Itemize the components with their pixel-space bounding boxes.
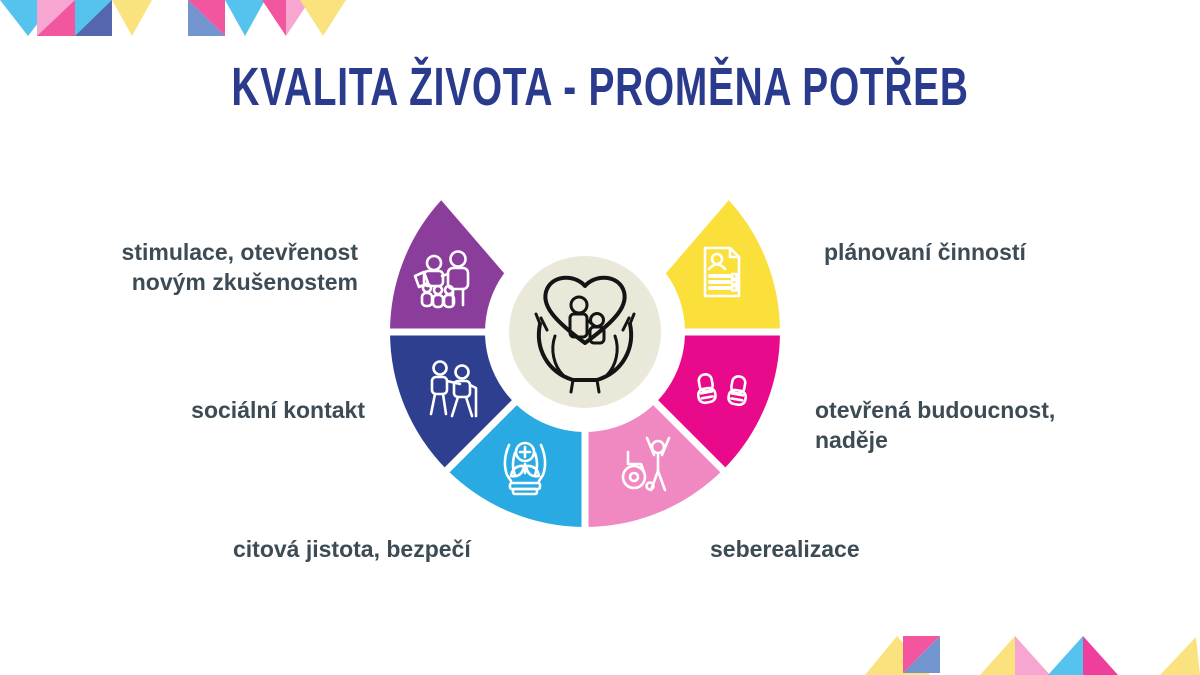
decorative-triangles-bottom-right [860, 633, 1200, 675]
page-title: KVALITA ŽIVOTA - PROMĚNA POTŘEB [231, 57, 969, 117]
label-planovani: plánovaní činností [824, 239, 1026, 265]
label-seberealizace: seberealizace [710, 536, 860, 562]
label-socialni-kontakt: sociální kontakt [191, 397, 365, 423]
label-otevrena-budoucnost: otevřená budoucnost, naděje [815, 397, 1056, 453]
needs-diagram [385, 132, 785, 532]
label-stimulace: stimulace, otevřenost novým zkušenostem [121, 239, 358, 295]
label-citova-jistota: citová jistota, bezpečí [233, 536, 471, 562]
segment-stimulace [390, 200, 504, 332]
center-circle [509, 256, 661, 408]
decorative-triangles-top-left [0, 0, 350, 40]
